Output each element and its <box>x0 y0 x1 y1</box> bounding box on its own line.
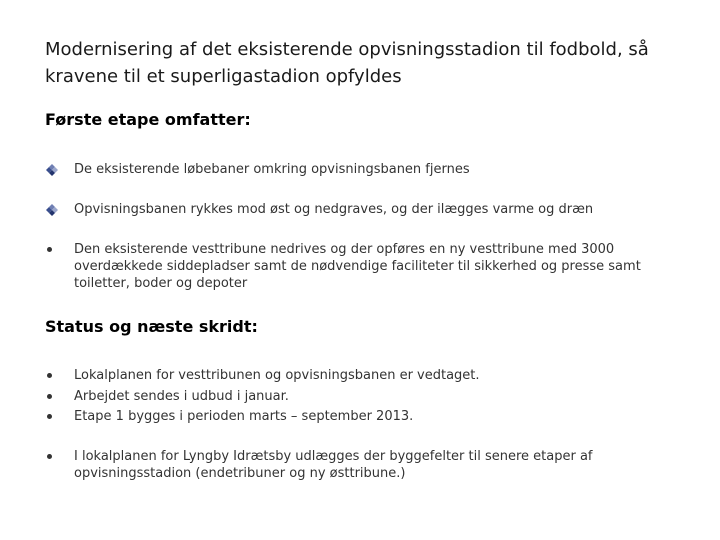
dot-icon <box>45 408 59 425</box>
list-item-text: Arbejdet sendes i udbud i januar. <box>74 389 289 404</box>
list-item-text: Opvisningsbanen rykkes mod øst og nedgraves, og der ilægges varme og dræn <box>74 202 594 217</box>
list-item-text: I lokalplanen for Lyngby Idrætsby udlægges der byggefelter til senere etaper af opvisningsstadion (endetribuner og ny østtribune.) <box>74 449 593 481</box>
list-item-text: Den eksisterende vesttribune nedrives og der opføres en ny vesttribune med 3000 overdækkede siddepladser samt de nødvendige faciliteter til sikkerhed og presse samt toiletter, boder og depoter <box>74 242 641 291</box>
dot-icon <box>45 388 59 405</box>
list-item-text: Lokalplanen for vesttribunen og opvisningsbanen er vedtaget. <box>74 368 480 383</box>
diamond-icon <box>45 201 59 218</box>
dot-icon <box>45 448 59 465</box>
slide-title: Modernisering af det eksisterende opvisningsstadion til fodbold, så kravene til et superligastadion opfyldes <box>45 39 649 87</box>
section-heading-status: Status og næste skridt: <box>45 317 258 336</box>
list-item-text: Etape 1 bygges i perioden marts – september 2013. <box>74 409 414 424</box>
dot-icon <box>45 367 59 384</box>
list-item-text: De eksisterende løbebaner omkring opvisningsbanen fjernes <box>74 162 470 177</box>
diamond-icon <box>45 161 59 178</box>
dot-icon <box>45 241 59 258</box>
section-heading-first-stage: Første etape omfatter: <box>45 110 251 129</box>
